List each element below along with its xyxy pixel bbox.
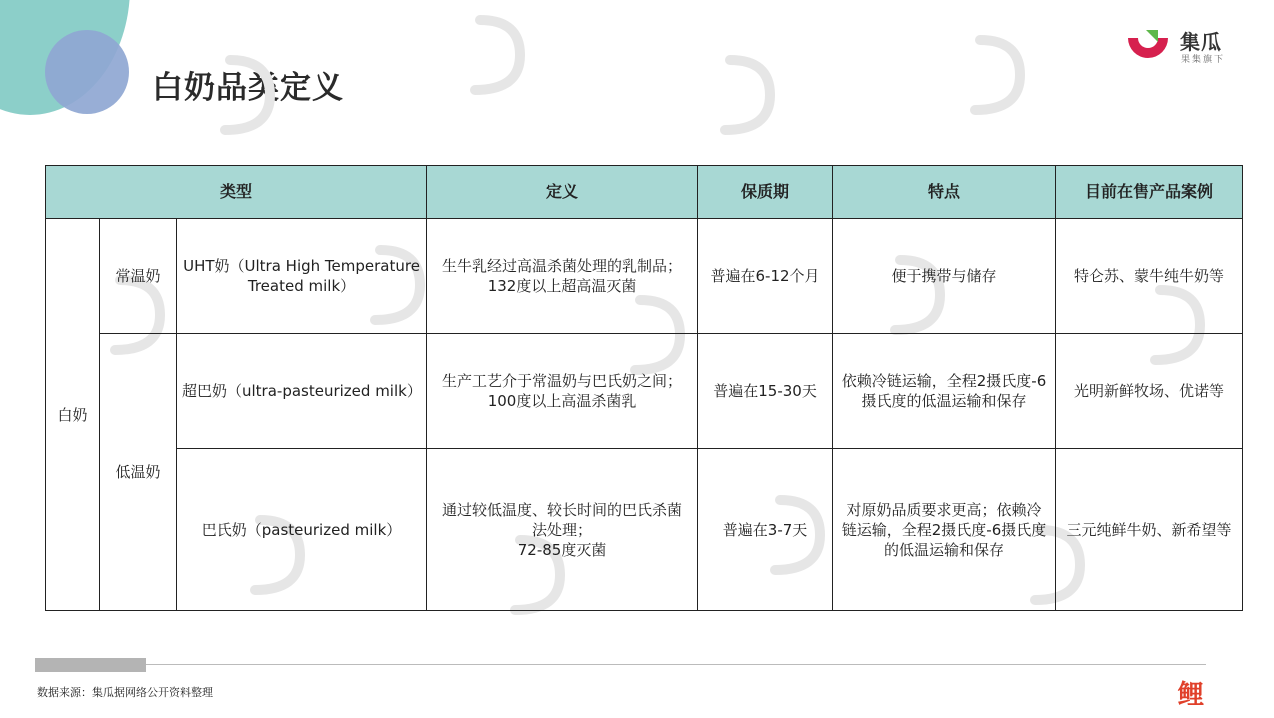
features-cell: 对原奶品质要求更高；依赖冷 链运输，全程2摄氏度-6摄氏度 的低温运输和保存	[833, 449, 1056, 611]
shelf-life-cell: 普遍在3-7天	[698, 449, 833, 611]
shelf-life-cell: 普遍在15-30天	[698, 334, 833, 449]
brand-mark-icon	[1124, 28, 1172, 64]
definition-cell: 生牛乳经过高温杀菌处理的乳制品； 132度以上超高温灭菌	[427, 219, 698, 334]
header-type: 类型	[46, 166, 427, 219]
features-cell: 便于携带与储存	[833, 219, 1056, 334]
definition-cell: 生产工艺介于常温奶与巴氏奶之间； 100度以上高温杀菌乳	[427, 334, 698, 449]
brand-subtitle: 果集旗下	[1181, 55, 1226, 65]
source-note: 数据来源：集瓜据网络公开资料整理	[37, 686, 213, 699]
type-name-cell: UHT奶（Ultra High Temperature Treated milk）	[177, 219, 427, 334]
header-definition: 定义	[427, 166, 698, 219]
examples-cell: 光明新鲜牧场、优诺等	[1056, 334, 1243, 449]
examples-cell: 特仑苏、蒙牛纯牛奶等	[1056, 219, 1243, 334]
header-shelf-life: 保质期	[698, 166, 833, 219]
header-features: 特点	[833, 166, 1056, 219]
subgroup-cell-chilled: 低温奶	[100, 334, 177, 611]
table-header-row	[46, 166, 1243, 219]
table-row	[46, 449, 1243, 611]
page-title: 白奶品类定义	[152, 70, 344, 106]
footer-divider	[35, 664, 1206, 665]
brand-logo[interactable]	[1124, 26, 1234, 66]
definition-table	[45, 165, 1243, 611]
brand-name: 集瓜	[1180, 30, 1222, 54]
type-name-cell: 超巴奶（ultra-pasteurized milk）	[177, 334, 427, 449]
table-row	[46, 334, 1243, 449]
corner-logo-text: 鲤	[1178, 680, 1205, 710]
type-name-cell: 巴氏奶（pasteurized milk）	[177, 449, 427, 611]
features-cell: 依赖冷链运输，全程2摄氏度-6 摄氏度的低温运输和保存	[833, 334, 1056, 449]
footer-accent-bar	[35, 658, 146, 672]
decor-blue-circle	[45, 30, 129, 114]
category-cell: 白奶	[46, 219, 100, 611]
corner-logo	[1178, 674, 1204, 711]
header-examples: 目前在售产品案例	[1056, 166, 1243, 219]
subgroup-cell-ambient: 常温奶	[100, 219, 177, 334]
examples-cell: 三元纯鲜牛奶、新希望等	[1056, 449, 1243, 611]
shelf-life-cell: 普遍在6-12个月	[698, 219, 833, 334]
table-row	[46, 219, 1243, 334]
definition-cell: 通过较低温度、较长时间的巴氏杀菌 法处理； 72-85度灭菌	[427, 449, 698, 611]
